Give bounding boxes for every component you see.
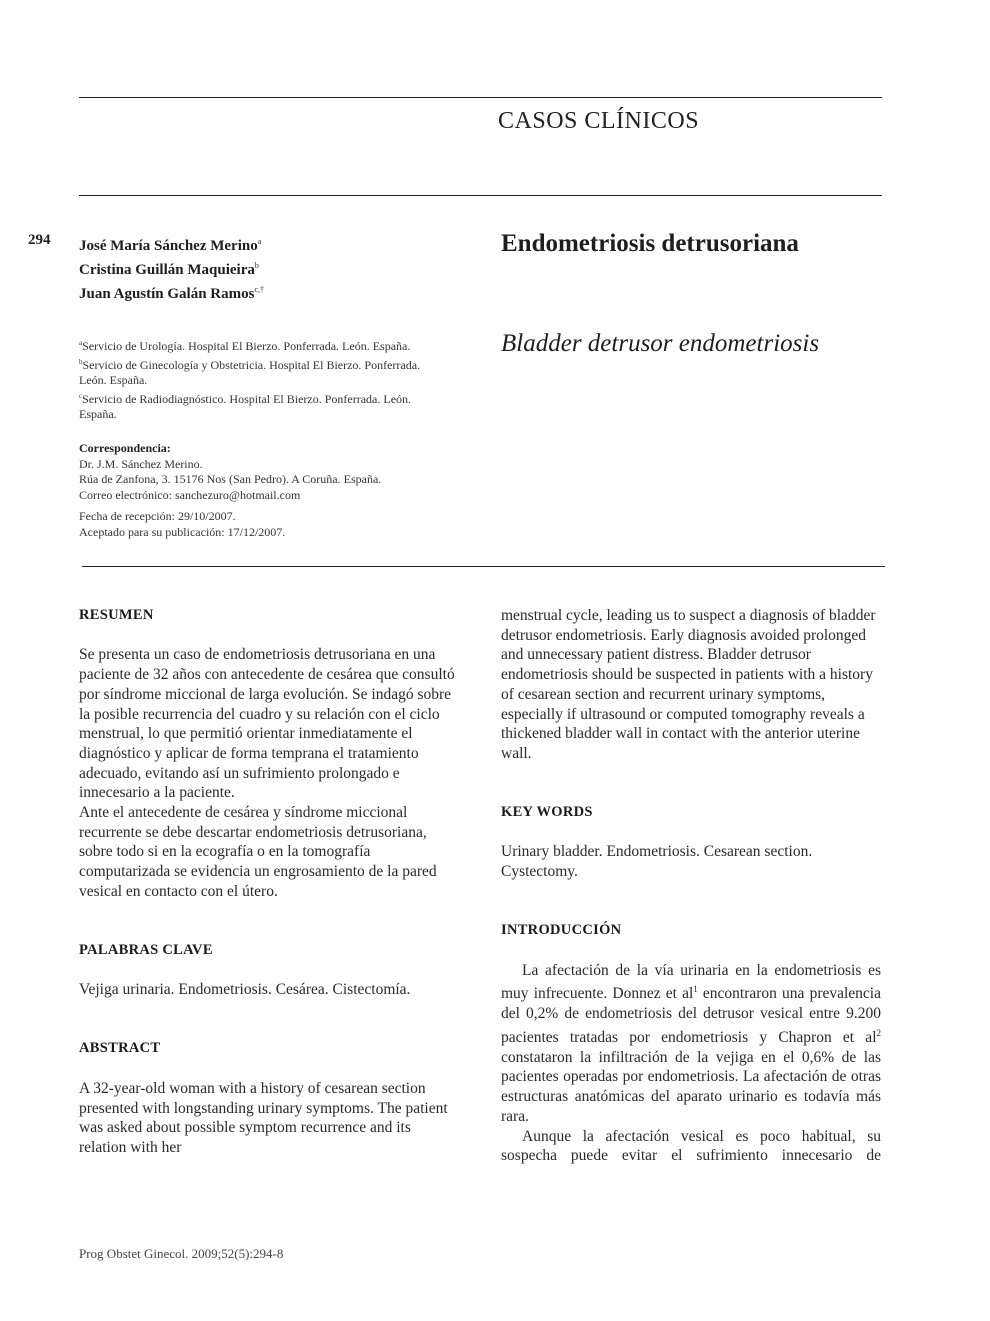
author-list [79,232,264,304]
author: Cristina Guillán Maquieira$^b$ [79,261,259,278]
citation-ref: 2 [876,1027,881,1038]
palabras-clave-heading: PALABRAS CLAVE [79,941,213,958]
journal-citation: Prog Obstet Ginecol. 2009;52(5):294-8 [79,1246,284,1261]
left-column [79,606,459,1158]
abstract-heading: ABSTRACT [79,1040,161,1057]
top-rule [79,97,882,98]
affiliation: $^b$Servicio de Ginecología y Obstetricia. Hospital El Bierzo. Ponferrada. León. España. [79,357,421,387]
resumen-paragraph: Ante el antecedente de cesárea y síndrome miccional recurrente se debe descartar endometriosis detrusoriana, sobre todo si en la ecografía o en la tomografía computarizada se evidencia un engrosamiento de la pared vesical en contacto con el útero. [79,804,437,900]
affiliation: $^a$Servicio de Urología. Hospital El Bierzo. Ponferrada. León. España. [79,339,411,353]
abstract-paragraph: A 32-year-old woman with a history of cesarean section presented with longstanding urinary symptoms. The patient was asked about possible symptom recurrence and its relation with her [79,1079,448,1156]
resumen-heading: RESUMEN [79,607,154,623]
palabras-clave-text: Vejiga urinaria. Endometriosis. Cesárea. Cistectomía. [79,981,411,999]
key-words-heading: KEY WORDS [501,804,593,821]
front-matter-rule [82,566,885,567]
introduccion-paragraph: La afectación de la vía urinaria en la endometriosis es muy infrecuente. Donnez et $al^1$ encontraron una prevalencia del 0,2% de endometriosis del detrusor vesical entre 9.200 pacientes tratadas por endometriosis y Chapron et $al^2$ constataron la infiltración de la vejiga en el 0,6% de las pacientes operadas por endometriosis. La afectación de otras estructuras anatómicas del aparato urinario es todavía más rara. [501,961,881,1125]
header-bottom-rule [79,195,882,196]
resumen-paragraph: Se presenta un caso de endometriosis detrusoriana en una paciente de 32 años con antecedente de cesárea que consultó por síndrome miccional de larga evolución. Se indagó sobre la posible recurrencia del cuadro y su relación con el ciclo menstrual, lo que permitió orientar inmediatamente el diagnóstico y aplicar de forma temprana el tratamiento adecuado, evitando así un sufrimiento prolongado e innecesario a la paciente. [79,646,455,802]
correspondence-line: Dr. J.M. Sánchez Merino. [79,456,203,471]
author: Juan Agustín Galán Ramos$^{c,\dagger}$ [79,285,265,302]
section-label: CASOS CLÍNICOS [498,108,700,134]
article-title-english: Bladder detrusor endometriosis [501,330,820,357]
introduccion-heading: INTRODUCCIÓN [501,922,622,939]
citation-ref: 1 [693,984,698,995]
page-number: 294 [28,232,51,248]
article-title: Endometriosis detrusoriana [501,230,799,257]
key-words-text: Urinary bladder. Endometriosis. Cesarean section. Cystectomy. [501,843,813,881]
affiliations [79,336,439,423]
accepted-date: Aceptado para su publicación: 17/12/2007. [79,524,286,539]
correspondence [79,441,459,503]
correspondence-email: Correo electrónico: sanchezuro@hotmail.com [79,487,301,502]
author: José María Sánchez Merino$^a$ [79,237,262,254]
abstract-paragraph-continued: menstrual cycle, leading us to suspect a diagnosis of bladder detrusor endometriosis. Early diagnosis avoided prolonged and unnecessary patient distress. Bladder detrusor endometriosis should be suspected in patients with a history of cesarean section and recurrent urinary symptoms, especially if ultrasound or computed tomography reveals a thickened bladder wall in contact with the anterior uterine wall. [501,607,876,762]
correspondence-heading: Correspondencia: [79,441,171,455]
received-date: Fecha de recepción: 29/10/2007. [79,509,236,523]
affiliation: $^c$Servicio de Radiodiagnóstico. Hospital El Bierzo. Ponferrada. León. España. [79,391,412,421]
introduccion-paragraph: Aunque la afectación vesical es poco habitual, su sospecha puede evitar el sufrimiento innecesario de [501,1127,881,1165]
right-column [501,606,881,1166]
correspondence-line: Rúa de Zanfona, 3. 15176 Nos (San Pedro). A Coruña. España. [79,472,382,486]
dates [79,509,459,540]
